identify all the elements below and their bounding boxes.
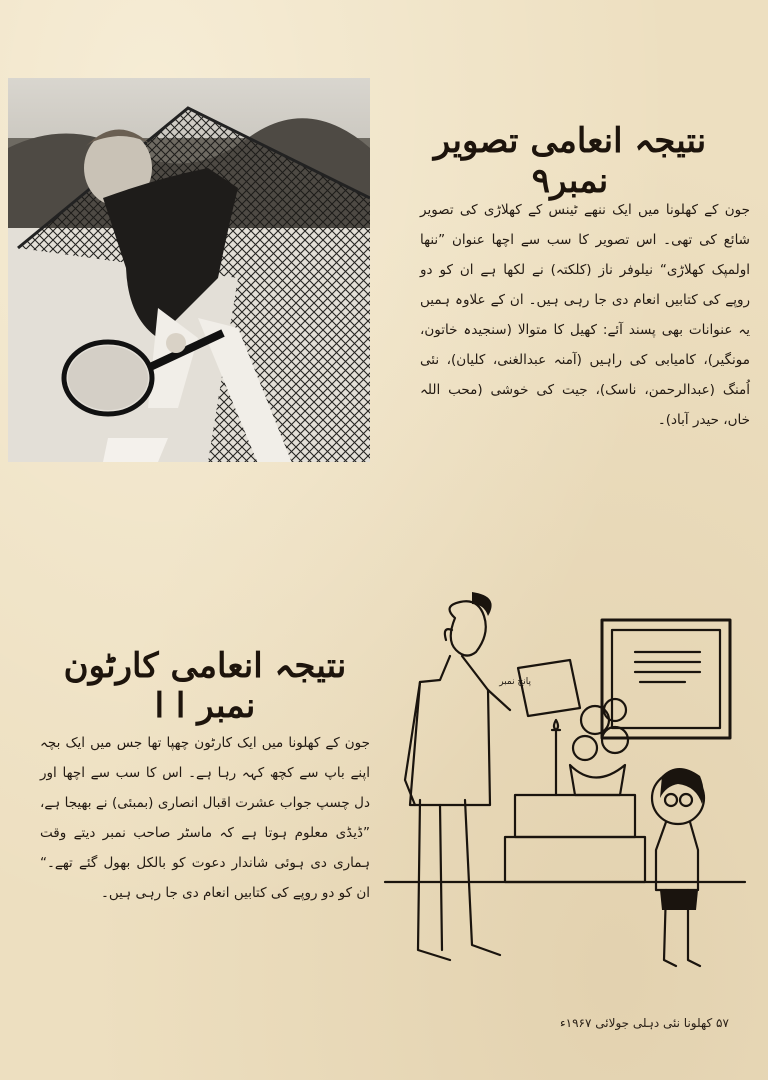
photo-contest-title: نتیجہ انعامی تصویر نمبر۹	[433, 121, 707, 201]
cartoon-illustration	[380, 590, 750, 990]
photo-contest-result-text: جون کے کھلونا میں ایک ننھے ٹینس کے کھلاڑی کی تصویر شائع کی تھی۔ اس تصویر کا سب سے اچھا عنوان ”ننھا اولمپک کھلاڑی“ نیلوفر ناز (کلکتہ) نے لکھا ہے ان کو دو روپے کی کتابیں انعام دی جا رہی ہیں۔ ان کے علاوہ ہمیں یہ عنوانات بھی پسند آئے: کھیل کا متوالا (سنجیدہ خاتون، مونگیر)، کامیابی کی راہیں (آمنہ عبدالغنی، کلیان)، نئی اُمنگ (عبدالرحمن، ناسک)، جیت کی خوشی (محب اللہ خاں، حیدر آباد)۔	[420, 202, 750, 428]
father-son-cartoon	[380, 590, 750, 990]
page-footer: ۵۷ کھلونا نئی دہلی جولائی ۱۹۶۷ء	[560, 1016, 729, 1030]
tennis-photo-illustration	[8, 78, 370, 462]
tennis-player-photo	[8, 78, 370, 462]
cartoon-contest-title: نتیجہ انعامی کارٹون نمبر ا ا	[63, 646, 347, 726]
cartoon-contest-result-text: جون کے کھلونا میں ایک کارٹون چھپا تھا جس میں ایک بچہ اپنے باپ سے کچھ کہہ رہا ہے۔ اس کا سب سے اچھا اور دل چسپ جواب عشرت اقبال انصاری (بمبئی) نے بھیجا ہے، ”ڈیڈی معلوم ہوتا ہے کہ ماسٹر صاحب نمبر دیتے وقت ہماری دی ہوئی شاندار دعوت کو بالکل بھول گئے تھے۔“ ان کو دو روپے کی کتابیں انعام دی جا رہی ہیں۔	[40, 735, 370, 901]
cartoon-paper-text: پانچ نمبر	[499, 677, 531, 687]
